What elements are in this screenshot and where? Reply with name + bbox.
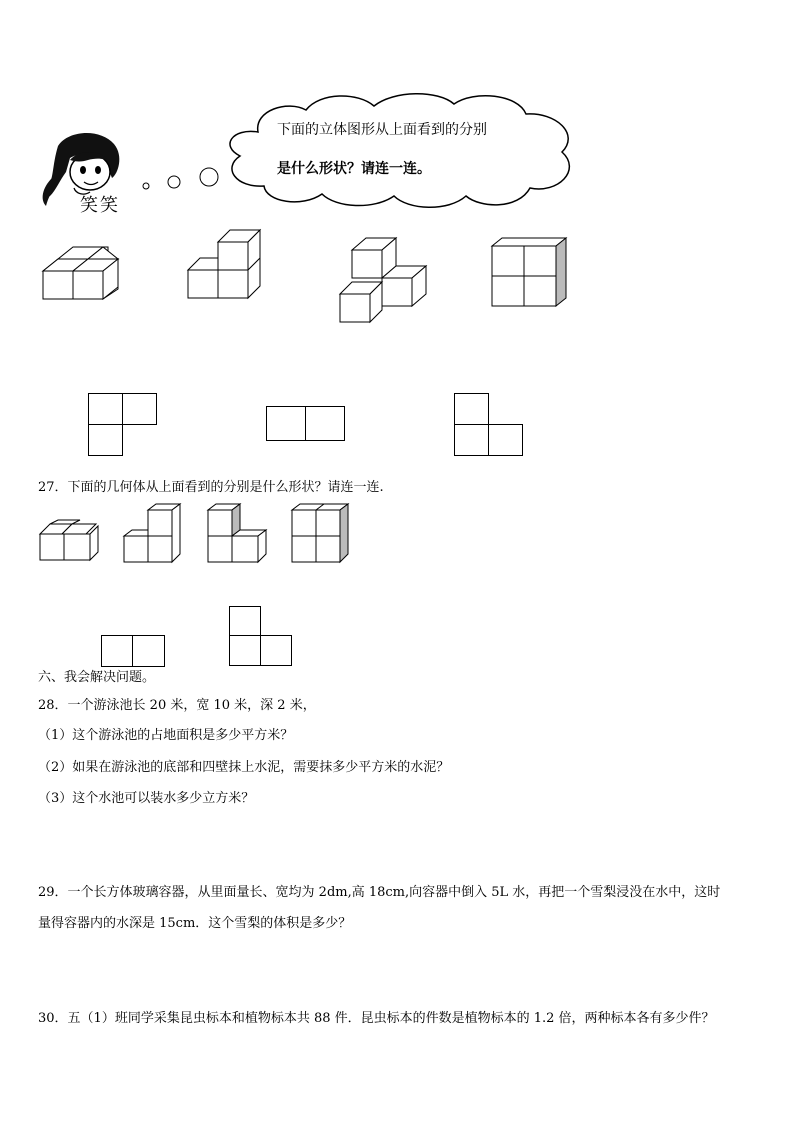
character-label: 笑笑 — [80, 195, 120, 216]
question-28-part-3: （3）这个水池可以装水多少立方米？ — [38, 791, 255, 806]
q27-top-view-2 — [229, 606, 295, 668]
top-view-3 — [454, 393, 524, 457]
bubble-line-1: 下面的立体图形从上面看到的分别 — [277, 122, 487, 138]
section-6-heading: 六、我会解决问题。 — [38, 670, 156, 685]
solid-figure-3 — [338, 236, 428, 324]
question-28-stem: 28．一个游泳池长 20 米，宽 10 米，深 2 米， — [38, 698, 316, 713]
thought-dots — [138, 162, 223, 192]
question-29-line-2: 量得容器内的水深是 15cm．这个雪梨的体积是多少？ — [38, 916, 352, 931]
question-28-part-2: （2）如果在游泳池的底部和四壁抹上水泥，需要抹多少平方米的水泥？ — [38, 760, 450, 775]
q27-solid-3 — [206, 502, 272, 564]
q27-solid-2 — [122, 502, 184, 564]
thought-bubble — [218, 88, 583, 212]
q27-top-view-1 — [101, 635, 167, 669]
bubble-line-2: 是什么形状？请连一连。 — [277, 161, 431, 177]
top-view-2 — [266, 406, 346, 442]
question-28-part-1: （1）这个游泳池的占地面积是多少平方米？ — [38, 728, 294, 743]
question-27-text: 27．下面的几何体从上面看到的分别是什么形状？请连一连. — [38, 480, 384, 495]
solid-figure-1 — [43, 245, 123, 303]
solid-figure-2 — [188, 228, 263, 302]
solid-figure-4 — [492, 236, 568, 308]
question-29-line-1: 29．一个长方体玻璃容器，从里面量长、宽均为 2dm,高 18cm,向容器中倒入 5L 水，再把一个雪梨浸没在水中，这时 — [38, 885, 721, 900]
q27-solid-4 — [290, 502, 352, 564]
question-30-text: 30．五（1）班同学采集昆虫标本和植物标本共 88 件．昆虫标本的件数是植物标本的 1.2 倍，两种标本各有多少件？ — [38, 1011, 715, 1026]
top-view-1 — [88, 393, 158, 457]
q27-solid-1 — [38, 518, 100, 564]
